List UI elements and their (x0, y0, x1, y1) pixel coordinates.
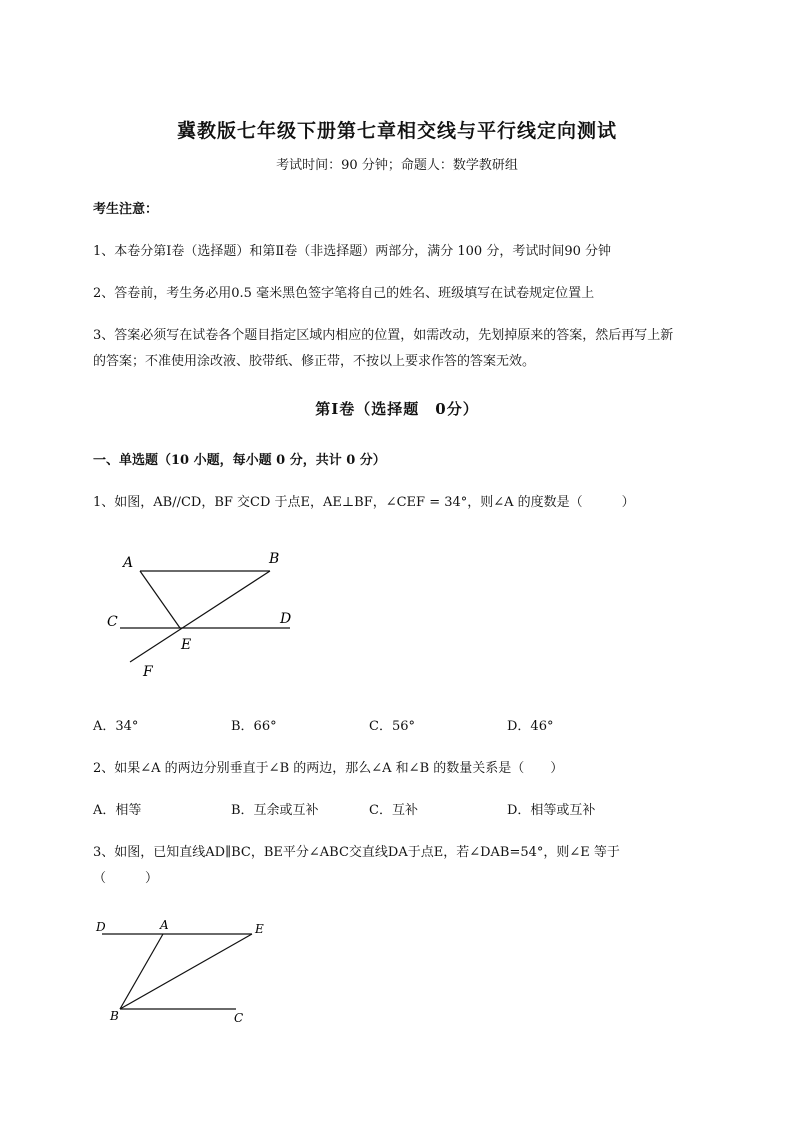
question-1-option-d[interactable]: D．46° (507, 719, 554, 734)
page-title: 冀教版七年级下册第七章相交线与平行线定向测试 (176, 120, 617, 142)
fig1-label-c: C (107, 614, 118, 630)
question-2-option-a[interactable]: A．相等 (93, 803, 142, 818)
fig3-label-e: E (255, 922, 264, 936)
fig3-label-c: C (234, 1011, 244, 1025)
notice-item-1: 1、本卷分第Ⅰ卷（选择题）和第Ⅱ卷（非选择题）两部分，满分 100 分，考试时间90 分钟 (93, 244, 611, 259)
question-1-option-b[interactable]: B．66° (231, 719, 277, 734)
fig3-label-a: A (160, 918, 169, 932)
question-1-stem: 1、如图，AB//CD，BF 交CD 于点E，AE⊥BF，∠CEF = 34°，则∠A 的度数是（ ） (93, 495, 635, 510)
question-2-option-c[interactable]: C．互补 (369, 803, 418, 818)
question-3-figure (90, 915, 280, 1030)
fig1-label-e: E (181, 637, 192, 653)
notice-item-2: 2、答卷前，考生务必用0.5 毫米黑色签字笔将自己的姓名、班级填写在试卷规定位置上 (93, 286, 595, 301)
exam-info: 考试时间：90 分钟；命题人：数学教研组 (276, 158, 518, 173)
part-heading: 一、单选题（10 小题，每小题 0 分，共计 0 分） (93, 453, 386, 468)
question-1-figure (100, 545, 310, 685)
fig3-label-d: D (96, 920, 106, 934)
notice-heading: 考生注意： (93, 202, 159, 217)
fig1-label-d: D (280, 611, 292, 627)
section-title: 第Ⅰ卷（选择题 0分） (315, 400, 479, 418)
question-3-stem: 3、如图，已知直线AD∥BC，BE平分∠ABC交直线DA于点E，若∠DAB=54°，则∠E 等于 (93, 845, 620, 860)
notice-item-3-cont: 的答案；不准使用涂改液、胶带纸、修正带，不按以上要求作答的答案无效。 (93, 354, 536, 369)
fig1-label-f: F (143, 664, 153, 680)
question-2-option-d[interactable]: D．相等或互补 (507, 803, 596, 818)
fig1-label-a: A (123, 555, 134, 571)
question-1-option-a[interactable]: A．34° (93, 719, 139, 734)
question-2-stem: 2、如果∠A 的两边分别垂直于∠B 的两边，那么∠A 和∠B 的数量关系是（ ） (93, 761, 564, 776)
question-3-stem-cont: （ ） (93, 871, 159, 886)
notice-item-3: 3、答案必须写在试卷各个题目指定区域内相应的位置，如需改动，先划掉原来的答案，然后再写上新 (93, 328, 674, 343)
question-1-option-c[interactable]: C．56° (369, 719, 415, 734)
question-2-option-b[interactable]: B．互余或互补 (231, 803, 319, 818)
fig1-label-b: B (269, 551, 280, 567)
fig3-label-b: B (110, 1009, 119, 1023)
